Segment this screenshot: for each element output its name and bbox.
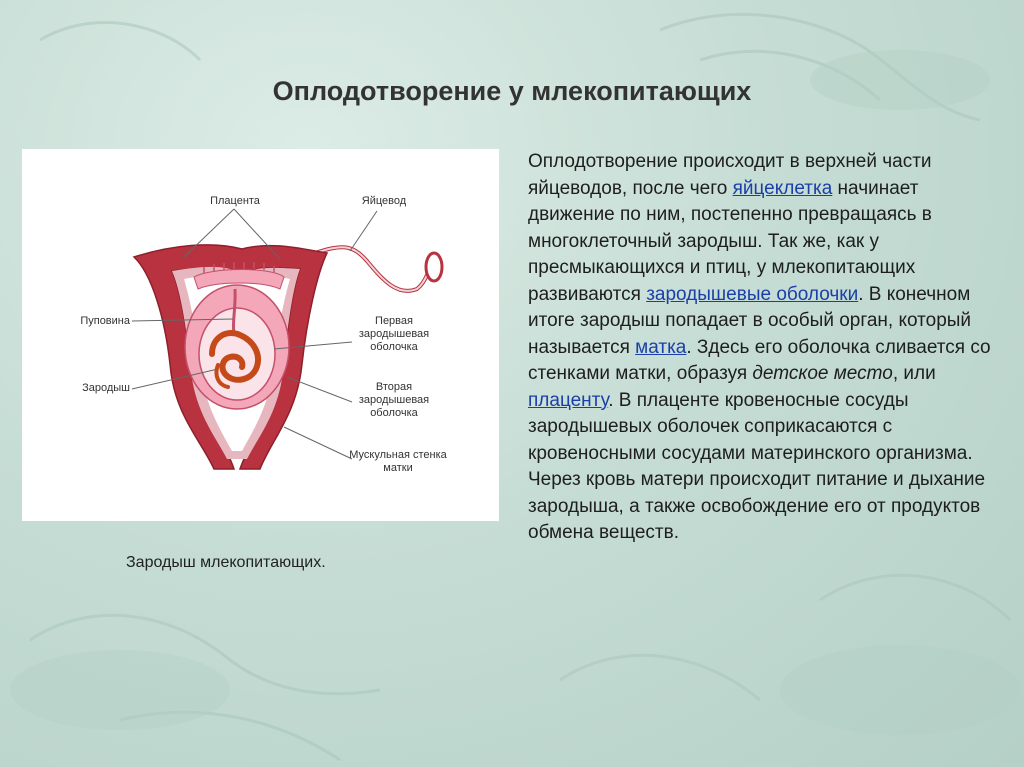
label-first-membrane: Первая зародышевая оболочка — [358, 315, 430, 353]
label-umbilical-cord: Пуповина — [80, 315, 130, 327]
label-placenta: Плацента — [210, 195, 260, 207]
figure-caption: Зародыш млекопитающих. — [126, 554, 326, 571]
label-oviduct: Яйцевод — [361, 195, 407, 207]
text-part-6: . В плаценте кровеносные сосуды зародышевых оболочек соприкасаются с кровеносными сосудами материнского организма. Через кровь матери происходит питание и дыхание зародыша, а также освобождение его от продуктов обмена веществ. — [528, 389, 986, 543]
link-egg-cell[interactable]: яйцеклетка — [732, 177, 833, 199]
uterus-diagram — [22, 149, 499, 521]
label-second-membrane: Вторая зародышевая оболочка — [358, 381, 430, 419]
oviduct-tube — [312, 247, 432, 291]
oviduct-funnel — [426, 253, 442, 281]
italic-childs-place: детское место — [752, 363, 893, 384]
text-part-4: . Здесь его оболочка сливается со стенками матки, образуя — [528, 336, 991, 384]
text-part-5: , или — [892, 363, 936, 384]
text-part-2: начинает движение по ним, постепенно превращаясь в многоклеточный зародыш. Так же, как у пресмыкающихся и птиц, у млекопитающих развиваются — [528, 177, 932, 305]
umbilical-cord — [233, 289, 235, 334]
label-muscular-wall: Мускульная стенка матки — [349, 449, 447, 474]
link-germ-membranes[interactable]: зародышевые оболочки — [646, 283, 859, 305]
link-placenta[interactable]: плаценту — [528, 389, 609, 411]
main-paragraph — [528, 149, 1008, 547]
text-part-1: Оплодотворение происходит в верхней части яйцеводов, после чего — [528, 151, 932, 199]
link-uterus[interactable]: матка — [635, 336, 687, 358]
text-part-3: . В конечном итоге зародыш попадает в особый орган, который называется — [528, 283, 972, 358]
label-embryo: Зародыш — [82, 382, 130, 394]
slide-title: Оплодотворение у млекопитающих — [272, 76, 752, 106]
